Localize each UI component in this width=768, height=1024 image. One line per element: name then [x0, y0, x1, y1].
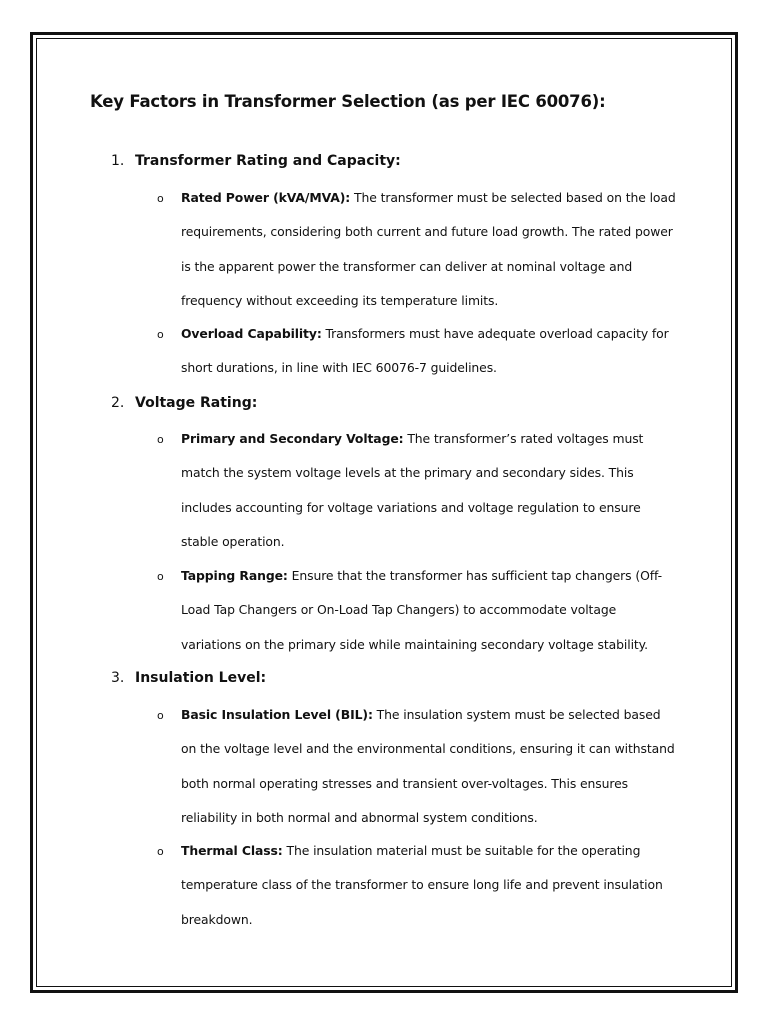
section-2-item-1: [181, 422, 676, 559]
item-text: The insulation material must be suitable for the operating temperature class of the transformer to ensure long life and prevent insulation breakdown.: [181, 843, 663, 927]
section-2-title: [111, 395, 257, 411]
section-3-item-2: [181, 834, 676, 937]
item-label: Tapping Range:: [181, 568, 288, 583]
item-label: Basic Insulation Level (BIL):: [181, 707, 373, 722]
bullet-icon: o: [157, 192, 164, 205]
item-text: The transformer’s rated voltages must match the system voltage levels at the primary and secondary sides. This includes accounting for voltage variations and voltage regulation to ensure stable operation.: [181, 431, 644, 549]
item-text: Transformers must have adequate overload capacity for short durations, in line with IEC 60076-7 guidelines.: [181, 326, 669, 376]
item-text: Ensure that the transformer has sufficient tap changers (Off-Load Tap Changers or On-Load Tap Changers) to accommodate voltage variations on the primary side while maintaining secondary voltage stability.: [181, 568, 662, 652]
item-label: Primary and Secondary Voltage:: [181, 431, 404, 446]
item-label: Overload Capability:: [181, 326, 322, 341]
section-1-heading: Transformer Rating and Capacity:: [135, 153, 401, 169]
section-2-number: 2.: [111, 395, 125, 411]
bullet-icon: o: [157, 328, 164, 341]
section-3-number: 3.: [111, 670, 125, 686]
section-2-heading: Voltage Rating:: [135, 395, 258, 411]
item-label: Rated Power (kVA/MVA):: [181, 190, 351, 205]
bullet-icon: o: [157, 845, 164, 858]
section-3-item-1: [181, 698, 676, 835]
item-text: The transformer must be selected based on the load requirements, considering both current and future load growth. The rated power is the apparent power the transformer can deliver at nominal voltage and frequency without exceeding its temperature limits.: [181, 190, 676, 308]
section-1-item-2: [181, 317, 676, 386]
item-label: Thermal Class:: [181, 843, 283, 858]
section-1-title: [111, 153, 401, 169]
bullet-icon: o: [157, 433, 164, 446]
bullet-icon: o: [157, 709, 164, 722]
section-3-title: [111, 670, 266, 686]
section-2-item-2: [181, 559, 676, 662]
document-title: Key Factors in Transformer Selection (as per IEC 60076):: [90, 92, 606, 111]
section-3-heading: Insulation Level:: [135, 670, 267, 686]
section-1-item-1: [181, 181, 676, 318]
section-1-number: 1.: [111, 153, 125, 169]
item-text: The insulation system must be selected based on the voltage level and the environmental conditions, ensuring it can withstand both normal operating stresses and transient over-voltages. This ensures reliability in both normal and abnormal system conditions.: [181, 707, 675, 825]
bullet-icon: o: [157, 570, 164, 583]
